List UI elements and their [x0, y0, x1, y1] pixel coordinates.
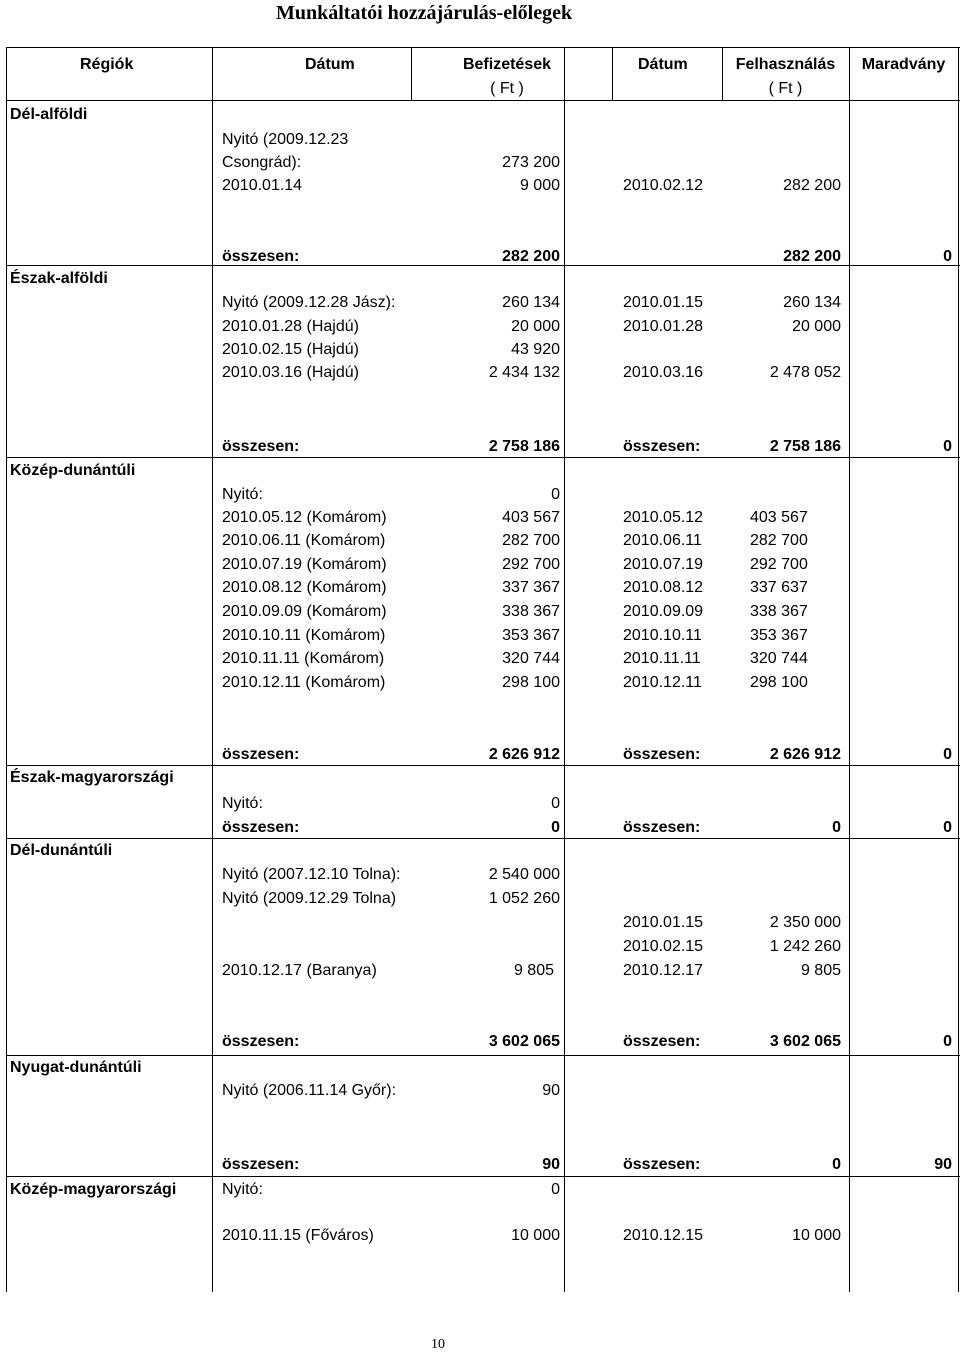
entry-usage: 353 367: [750, 627, 808, 644]
entry-usage-date: 2010.01.15: [623, 294, 704, 311]
total-payment: 3 602 065: [488, 1033, 560, 1050]
entry-date: 2010.09.09 (Komárom): [222, 603, 387, 620]
total-label: összesen:: [623, 819, 701, 836]
entry-usage: 292 700: [750, 556, 808, 573]
entry-usage: 403 567: [750, 509, 808, 526]
entry-payment: 273 200: [502, 154, 560, 171]
entry-date: Nyitó (2007.12.10 Tolna):: [222, 866, 401, 883]
total-remainder: 90: [934, 1156, 952, 1173]
entry-usage-date: 2010.08.12: [623, 579, 704, 596]
entry-payment: 0: [551, 486, 560, 503]
entry-payment: 292 700: [502, 556, 560, 573]
total-label: összesen:: [623, 746, 701, 763]
entry-date: Nyitó:: [222, 486, 263, 503]
entry-date: 2010.12.17 (Baranya): [222, 962, 377, 979]
entry-usage: 337 637: [750, 579, 808, 596]
entry-usage: 1 242 260: [769, 938, 841, 955]
header-remainder: Maradvány: [861, 56, 946, 73]
entry-payment: 260 134: [502, 294, 560, 311]
header-payments-unit: ( Ft ): [490, 80, 524, 97]
page-title: Munkáltatói hozzájárulás-előlegek: [276, 2, 573, 24]
entry-usage-date: 2010.03.16: [623, 364, 704, 381]
entry-usage-date: 2010.01.15: [623, 914, 704, 931]
entry-date: 2010.02.15 (Hajdú): [222, 341, 359, 358]
total-usage: 3 602 065: [769, 1033, 841, 1050]
entry-usage-date: 2010.10.11: [623, 627, 702, 644]
total-label: összesen:: [222, 438, 300, 455]
entry-usage-date: 2010.06.11: [623, 532, 702, 549]
header-date2: Dátum: [638, 56, 688, 73]
total-usage: 0: [832, 1156, 841, 1173]
entry-usage: 298 100: [750, 674, 808, 691]
entry-usage-date: 2010.11.11: [623, 650, 701, 667]
entry-usage: 10 000: [792, 1227, 841, 1244]
entry-date: 2010.12.11 (Komárom): [222, 674, 386, 691]
total-label: összesen:: [623, 438, 701, 455]
entry-date: 2010.10.11 (Komárom): [222, 627, 386, 644]
region-eszak-alfoldi: Észak-alföldi: [10, 270, 108, 287]
entry-date: 2010.08.12 (Komárom): [222, 579, 387, 596]
header-usage-unit: ( Ft ): [768, 80, 803, 97]
entry-usage: 2 478 052: [769, 364, 841, 381]
total-payment: 282 200: [502, 248, 560, 265]
entry-payment: 1 052 260: [488, 890, 560, 907]
header-regions: Régiók: [80, 56, 134, 73]
total-payment: 2 758 186: [488, 438, 560, 455]
total-payment: 90: [542, 1156, 560, 1173]
total-remainder: 0: [943, 746, 952, 763]
entry-date: 2010.11.15 (Főváros): [222, 1227, 374, 1244]
entry-date: 2010.05.12 (Komárom): [222, 509, 387, 526]
entry-date: Nyitó:: [222, 795, 263, 812]
entry-payment: 338 367: [502, 603, 560, 620]
total-remainder: 0: [943, 438, 952, 455]
total-payment: 2 626 912: [488, 746, 560, 763]
total-label: összesen:: [623, 1033, 701, 1050]
entry-payment: 320 744: [502, 650, 560, 667]
entry-usage: 338 367: [750, 603, 808, 620]
total-usage: 2 626 912: [769, 746, 841, 763]
entry-date: Nyitó:: [222, 1181, 263, 1198]
total-label: összesen:: [222, 819, 300, 836]
total-usage: 0: [832, 819, 841, 836]
entry-usage-date: 2010.12.15: [623, 1227, 704, 1244]
entry-usage-date: 2010.02.12: [623, 177, 704, 194]
total-label: összesen:: [222, 248, 300, 265]
entry-payment: 9 805: [513, 962, 554, 979]
entry-payment: 2 434 132: [488, 364, 560, 381]
entry-usage: 282 200: [783, 177, 841, 194]
header-date: Dátum: [305, 56, 355, 73]
entry-date: Csongrád):: [222, 154, 302, 171]
total-remainder: 0: [943, 248, 952, 265]
total-remainder: 0: [943, 1033, 952, 1050]
entry-payment: 43 920: [511, 341, 560, 358]
total-label: összesen:: [222, 1156, 300, 1173]
total-label: összesen:: [623, 1156, 701, 1173]
entry-payment: 90: [542, 1082, 560, 1099]
region-kozep-magyarorszagi: Közép-magyarországi: [10, 1181, 177, 1198]
entry-payment: 353 367: [502, 627, 560, 644]
entry-usage: 2 350 000: [769, 914, 841, 931]
entry-date: 2010.01.28 (Hajdú): [222, 318, 359, 335]
entry-payment: 20 000: [511, 318, 560, 335]
entry-date: Nyitó (2009.12.29 Tolna): [222, 890, 397, 907]
entry-payment: 0: [551, 1181, 560, 1198]
total-remainder: 0: [943, 819, 952, 836]
total-label: összesen:: [222, 746, 300, 763]
total-usage: 2 758 186: [769, 438, 841, 455]
entry-usage-date: 2010.12.11: [623, 674, 702, 691]
region-del-alfoldi: Dél-alföldi: [10, 106, 88, 123]
entry-usage: 20 000: [792, 318, 841, 335]
entry-usage-date: 2010.01.28: [623, 318, 704, 335]
entry-payment: 0: [551, 795, 560, 812]
header-payments: Befizetések: [462, 56, 552, 73]
entry-usage: 282 700: [750, 532, 808, 549]
region-kozep-dunantuli: Közép-dunántúli: [10, 462, 136, 479]
entry-date: Nyitó (2009.12.28 Jász):: [222, 294, 396, 311]
entry-date: 2010.06.11 (Komárom): [222, 532, 386, 549]
header-usage: Felhasználás: [735, 56, 836, 73]
entry-date: 2010.03.16 (Hajdú): [222, 364, 359, 381]
entry-usage-date: 2010.12.17: [623, 962, 704, 979]
total-usage: 282 200: [783, 248, 841, 265]
entry-payment: 337 367: [502, 579, 560, 596]
entry-date: Nyitó (2006.11.14 Győr):: [222, 1082, 397, 1099]
entry-date: 2010.01.14: [222, 177, 303, 194]
entry-usage: 260 134: [783, 294, 841, 311]
region-nyugat-dunantuli: Nyugat-dunántúli: [10, 1059, 142, 1076]
entry-usage-date: 2010.05.12: [623, 509, 704, 526]
entry-date: 2010.07.19 (Komárom): [222, 556, 387, 573]
entry-payment: 403 567: [502, 509, 560, 526]
entry-payment: 10 000: [511, 1227, 560, 1244]
entry-usage-date: 2010.02.15: [623, 938, 704, 955]
region-eszak-magyarorszagi: Észak-magyarországi: [10, 769, 174, 786]
entry-usage-date: 2010.07.19: [623, 556, 704, 573]
entry-date: Nyitó (2009.12.23: [222, 131, 349, 148]
entry-usage: 320 744: [750, 650, 808, 667]
entry-usage: 9 805: [800, 962, 841, 979]
entry-date: 2010.11.11 (Komárom): [222, 650, 385, 667]
entry-payment: 282 700: [502, 532, 560, 549]
total-payment: 0: [551, 819, 560, 836]
region-del-dunantuli: Dél-dunántúli: [10, 842, 113, 859]
entry-payment: 2 540 000: [488, 866, 560, 883]
total-label: összesen:: [222, 1033, 300, 1050]
entry-payment: 9 000: [519, 177, 560, 194]
page-number: 10: [431, 1337, 445, 1352]
entry-payment: 298 100: [502, 674, 560, 691]
entry-usage-date: 2010.09.09: [623, 603, 704, 620]
